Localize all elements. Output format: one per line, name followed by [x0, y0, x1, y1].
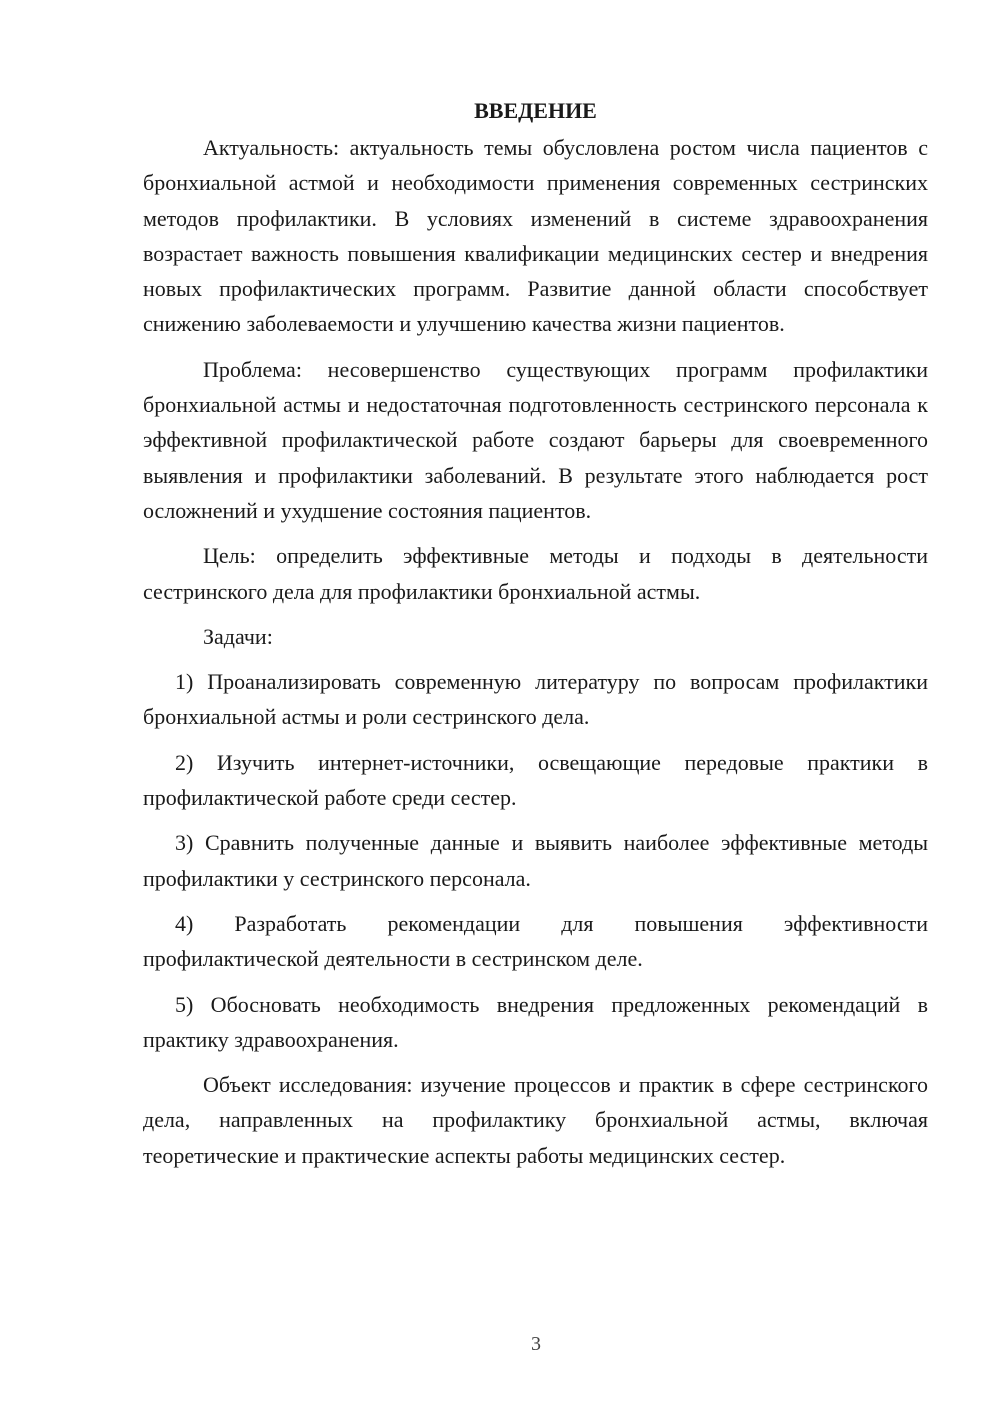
object-paragraph: Объект исследования: изучение процессов и практик в сфере сестринского дела, направленных на профилактику бронхиальной астмы, включая теоретические и практические аспекты работы медицинских сестер. — [143, 1072, 928, 1168]
relevance-paragraph: Актуальность: актуальность темы обусловлена ростом числа пациентов с бронхиальной астмой и необходимости применения современных сестринских методов профилактики. В условиях изменений в системе здравоохранения возрастает важность повышения квалификации медицинских сестер и внедрения новых профилактических программ. Развитие данной области способствует снижению заболеваемости и улучшению качества жизни пациентов. — [143, 135, 928, 337]
task-item-5: 5) Обосновать необходимость внедрения предложенных рекомендаций в практику здравоохранения. — [143, 991, 928, 1052]
goal-paragraph: Цель: определить эффективные методы и подходы в деятельности сестринского дела для профилактики бронхиальной астмы. — [143, 543, 928, 604]
task-item-3: 3) Сравнить полученные данные и выявить наиболее эффективные методы профилактики у сестринского персонала. — [143, 830, 928, 891]
section-title: ВВЕДЕНИЕ — [474, 98, 597, 123]
tasks-label: Задачи: — [203, 623, 273, 649]
task-item-2: 2) Изучить интернет-источники, освещающие передовые практики в профилактической работе среди сестер. — [143, 749, 928, 811]
task-item-4: 4) Разработать рекомендации для повышения эффективности профилактической деятельности в сестринском деле. — [143, 910, 928, 972]
problem-paragraph: Проблема: несовершенство существующих программ профилактики бронхиальной астмы и недостаточная подготовленность сестринского персонала к эффективной профилактической работе создают барьеры для своевременного выявления и профилактики заболеваний. В результате этого наблюдается рост осложнений и ухудшение состояния пациентов. — [143, 356, 928, 523]
page-number: 3 — [531, 1333, 541, 1355]
document-page — [143, 96, 928, 1183]
task-item-1: 1) Проанализировать современную литературу по вопросам профилактики бронхиальной астмы и роли сестринского дела. — [143, 669, 928, 730]
